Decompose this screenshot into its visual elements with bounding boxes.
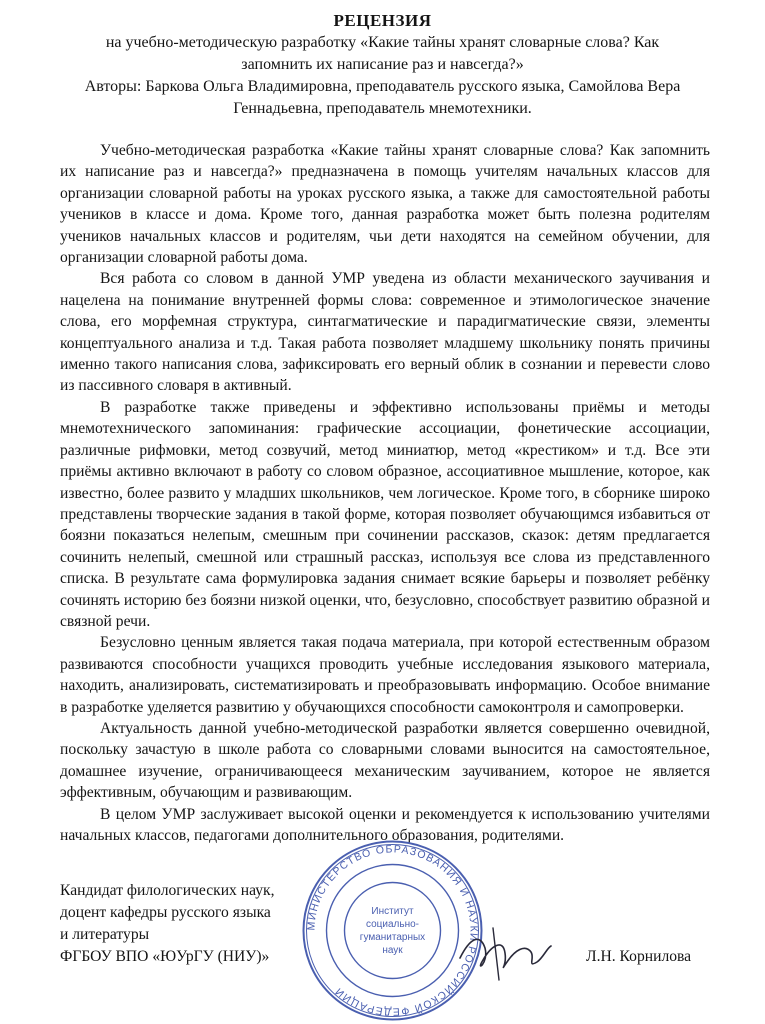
header-authors-line: Авторы: Баркова Ольга Владимировна, преподаватель русского языка, Самойлова Вера bbox=[84, 78, 681, 95]
stamp-center-line-3: гуманитарных bbox=[359, 932, 426, 943]
stamp-center-line-1: Институт bbox=[371, 906, 414, 917]
stamp-center-line-2: социально- bbox=[365, 919, 420, 930]
handwritten-signature bbox=[455, 918, 555, 988]
paragraph-2: Вся работа со словом в данной УМР уведена из области механического заучивания и нацелена на понимание внутренней формы слова: современное и этимологическое значение слова, его морфемная структура, синтагматические и парадигматические связи, элементы концептуального анализа и т.д. Такая работа позволяет младшему школьнику понять причины именно такого написания слова, зафиксировать его верный облик в сознании и перевести слово из пассивного словаря в активный. bbox=[60, 270, 710, 395]
header-line-4: Геннадьевна, преподаватель мнемотехники. bbox=[233, 100, 532, 117]
paragraph-1: Учебно-методическая разработка «Какие тайны хранят словарные слова? Как запомнить их написание раз и навсегда?» предназначена в помощь учителям начальных классов для организации словарной работы на уроках русского языка, а также для самостоятельной работы учеников в классе и дома. Кроме того, данная разработка может быть полезна родителям учеников начальных классов и родителям, чьи дети находятся на семейном обучении, для организации словарной работы дома. bbox=[60, 142, 710, 267]
paragraph-5: Актуальность данной учебно-методической разработки является совершенно очевидной, поскольку зачастую в школе работа со словарными словами выносится на самостоятельное, домашнее изучение, ограничивающееся механическим заучиванием, которое не является эффективным, обучающим и развивающим. bbox=[60, 719, 710, 802]
reviewer-credentials bbox=[60, 880, 340, 968]
credentials-line-1: Кандидат филологических наук, bbox=[60, 882, 275, 899]
review-body bbox=[60, 140, 710, 846]
credentials-line-3: и литературы bbox=[60, 926, 150, 943]
signer-name: Л.Н. Корнилова bbox=[586, 948, 692, 965]
paragraph-4: Безусловно ценным является такая подача материала, при которой естественным образом развиваются способности учащихся проводить учебные исследования языкового материала, находить, анализировать, систематизировать и преобразовывать информацию. Особое внимание в разработке уделяется развитию у обучающихся способности самоконтроля и самопроверки. bbox=[60, 634, 710, 716]
document-header bbox=[40, 10, 725, 120]
credentials-line-4: ФГБОУ ВПО «ЮУрГУ (НИУ)» bbox=[60, 948, 270, 965]
stamp-ring-text: МИНИСТЕРСТВО ОБРАЗОВАНИЯ И НАУКИ РОССИЙСКОЙ ФЕДЕРАЦИИ bbox=[305, 843, 480, 1018]
paragraph-3: В разработке также приведены и эффективно использованы приёмы и методы мнемотехнического запоминания: графические ассоциации, фонетические ассоциации, различные рифмовки, метод созвучий, метод миниатюр, метод «крестиком» и т.д. Все эти приёмы активно включают в работу со словом образное, ассоциативное мышление, которое, как известно, более развито у младших школьников, чем логическое. Кроме того, в сборнике широко представлены творческие задания в такой форме, которая позволяет обучающимся избавиться от боязни показаться нелепым, смешным при сочинении рассказов, сказок: детям предлагается сочинить нелепый, смешной или страшный рассказ, используя все слова из представленного списка. В результате сама формулировка задания снимает всякие барьеры и позволяет ребёнку сочинять историю без боязни низкой оценки, что, безусловно, способствует развитию образной и связной речи. bbox=[60, 398, 710, 630]
header-line-2: запомнить их написание раз и навсегда?» bbox=[241, 56, 524, 73]
credentials-line-2: доцент кафедры русского языка bbox=[60, 904, 271, 921]
document-title: РЕЦЕНЗИЯ bbox=[333, 11, 432, 30]
stamp-center-line-4: наук bbox=[382, 945, 403, 956]
paragraph-6: В целом УМР заслуживает высокой оценки и рекомендуется к использованию учителями начальных классов, педагогами дополнительного образования, родителями. bbox=[60, 805, 710, 844]
header-line-1: на учебно-методическую разработку «Какие тайны хранят словарные слова? Как bbox=[105, 34, 660, 51]
